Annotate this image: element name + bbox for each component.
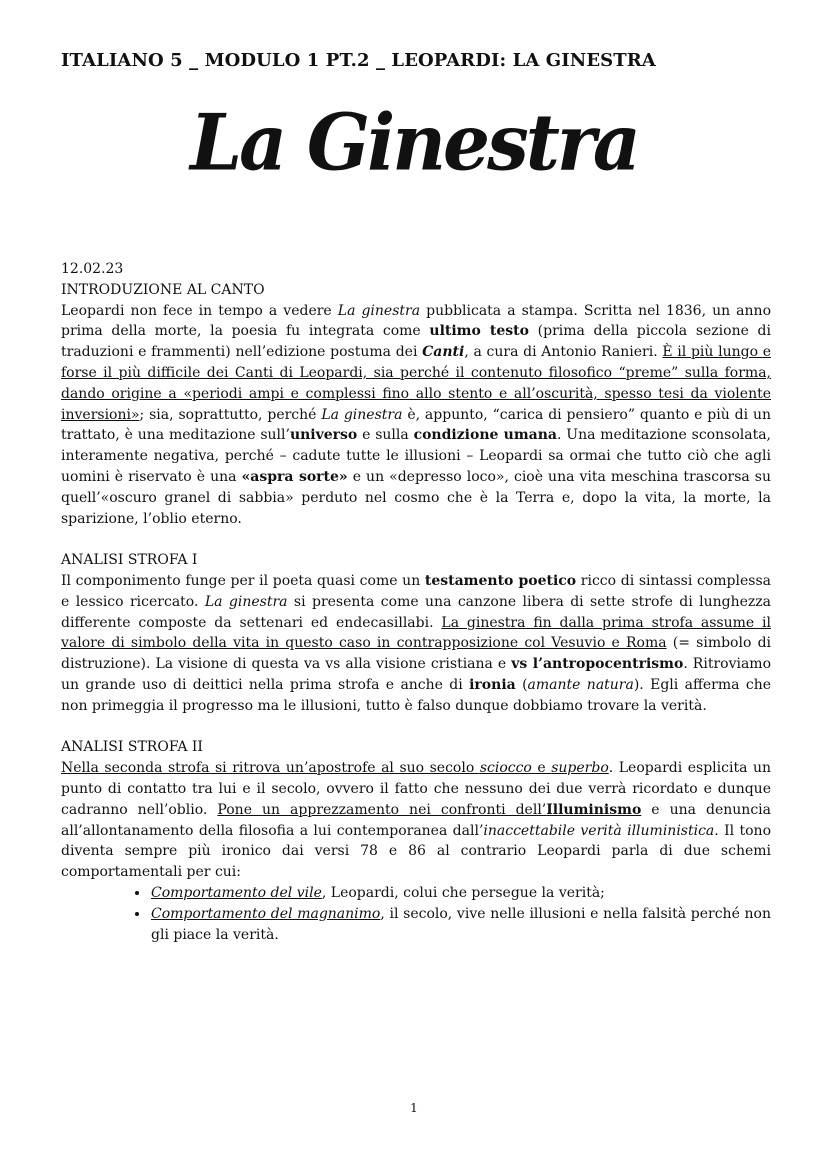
- text-run: (: [515, 676, 528, 693]
- section-paragraph: [61, 571, 771, 717]
- text-run: ironia: [469, 676, 516, 693]
- document-header: ITALIANO 5 _ MODULO 1 PT.2 _ LEOPARDI: LA GINESTRA: [61, 50, 656, 71]
- text-run: e un «depresso loco», cioè una vita meschina trascorsa su quell’«oscuro granel di sabbia» perduto nel cosmo che è la Terra e, dopo la vita, la morte, la sparizione, l’oblio eterno.: [61, 468, 771, 527]
- list-item: [150, 904, 771, 946]
- document-title: La Ginestra: [190, 97, 638, 189]
- text-run: Leopardi non fece in tempo a vedere: [61, 302, 338, 319]
- text-run: Comportamento del magnanimo: [151, 905, 381, 922]
- text-run: Pone un apprezzamento nei confronti dell’: [217, 801, 547, 818]
- text-run: testamento poetico: [424, 572, 577, 589]
- text-run: vs l’antropocentrismo: [511, 656, 684, 673]
- text-run: Illuminismo: [546, 801, 642, 818]
- text-run: , il secolo, vive nelle illusioni e nella falsità perché non gli piace la verità.: [151, 905, 772, 943]
- text-run: , Leopardi, colui che persegue la verità;: [321, 884, 605, 901]
- text-run: ; sia, soprattutto, perché: [139, 406, 322, 423]
- text-run: ultimo testo: [429, 323, 529, 340]
- section-heading: ANALISI STROFA I: [61, 552, 198, 569]
- section-heading: ANALISI STROFA II: [61, 739, 203, 756]
- text-run: sciocco: [479, 760, 532, 777]
- text-run: La ginestra: [321, 406, 403, 423]
- text-run: universo: [289, 427, 358, 444]
- text-run: . Una meditazione sconsolata, interamente negativa, perché – cadute tutte le illusioni – Leopardi sa ormai che tutto ciò che agli uomini è riservato è una: [61, 427, 771, 485]
- spacer: [61, 717, 771, 738]
- text-run: . Ritroviamo un grande uso di deittici nella prima strofa e anche di: [61, 656, 772, 693]
- sections: [61, 280, 771, 946]
- text-run: e: [531, 760, 552, 777]
- section-heading: INTRODUZIONE AL CANTO: [61, 281, 265, 298]
- document-body: [61, 259, 771, 945]
- text-run: e sulla: [357, 427, 414, 444]
- text-run: . Leopardi esplicita un punto di contatto tra lui e il secolo, ovvero il fatto che nessuno dei due verrà ricordato e dunque cadranno nell’oblio.: [61, 760, 772, 818]
- text-run: è, appunto, “carica di pensiero” quanto e più di un trattato, è una meditazione sull’: [61, 406, 771, 444]
- text-run: superbo: [551, 760, 609, 777]
- text-run: pubblicata a stampa. Scritta nel 1836, un anno prima della morte, la poesia fu integrata come: [61, 302, 771, 340]
- text-run: Comportamento del vile: [151, 884, 322, 901]
- text-run: . Il tono diventa sempre più ironico dai versi 78 e 86 al contrario Leopardi parla di due schemi comportamentali per cui:: [61, 822, 771, 881]
- bullet-list: [61, 883, 771, 945]
- section-paragraph: [61, 758, 771, 883]
- text-run: ricco di sintassi complessa e lessico ricercato.: [61, 572, 771, 610]
- text-run: La ginestra: [337, 302, 421, 319]
- page-number: 1: [410, 1101, 418, 1115]
- text-run: , a cura di Antonio Ranieri.: [464, 344, 663, 361]
- text-run: condizione umana: [413, 427, 557, 444]
- text-run: e una denuncia all’allontanamento della filosofia a lui contemporanea dall’: [61, 801, 771, 839]
- text-run: inaccettabile verità illuministica: [483, 822, 715, 839]
- text-run: «aspra sorte»: [241, 468, 348, 485]
- text-run: ). Egli afferma che non primeggia il progresso ma le illusioni, tutto è falso dunque dobbiamo trovare la verità.: [61, 676, 771, 714]
- text-run: La ginestra fin dalla prima strofa assume il valore di simbolo della vita in questo caso in contrapposizione col Vesuvio e Roma: [61, 614, 771, 652]
- text-run: Nella seconda strofa si ritrova un’apostrofe al suo secolo: [61, 760, 480, 777]
- text-run: Canti: [422, 344, 465, 361]
- text-run: (prima della piccola sezione di traduzioni e frammenti) nell’edizione postuma dei: [61, 323, 771, 361]
- section-paragraph: [61, 301, 771, 530]
- date: 12.02.23: [61, 261, 124, 277]
- text-run: (= simbolo di distruzione). La visione di questa va vs alla visione cristiana e: [61, 635, 772, 673]
- text-run: È il più lungo e forse il più difficile dei Canti di Leopardi, sia perché il contenuto filosofico “preme” sulla forma, dando origine a «periodi ampi e complessi fino allo stento e all’oscurità, spesso tesi da violente inversioni»: [61, 344, 772, 423]
- list-item: [150, 883, 771, 904]
- text-run: si presenta come una canzone libera di sette strofe di lunghezza differente composte da settenari ed endecasillabi.: [61, 593, 772, 631]
- text-run: Il componimento funge per il poeta quasi come un: [61, 572, 425, 589]
- text-run: amante natura: [527, 676, 634, 693]
- text-run: La ginestra: [204, 593, 288, 610]
- spacer: [61, 529, 771, 550]
